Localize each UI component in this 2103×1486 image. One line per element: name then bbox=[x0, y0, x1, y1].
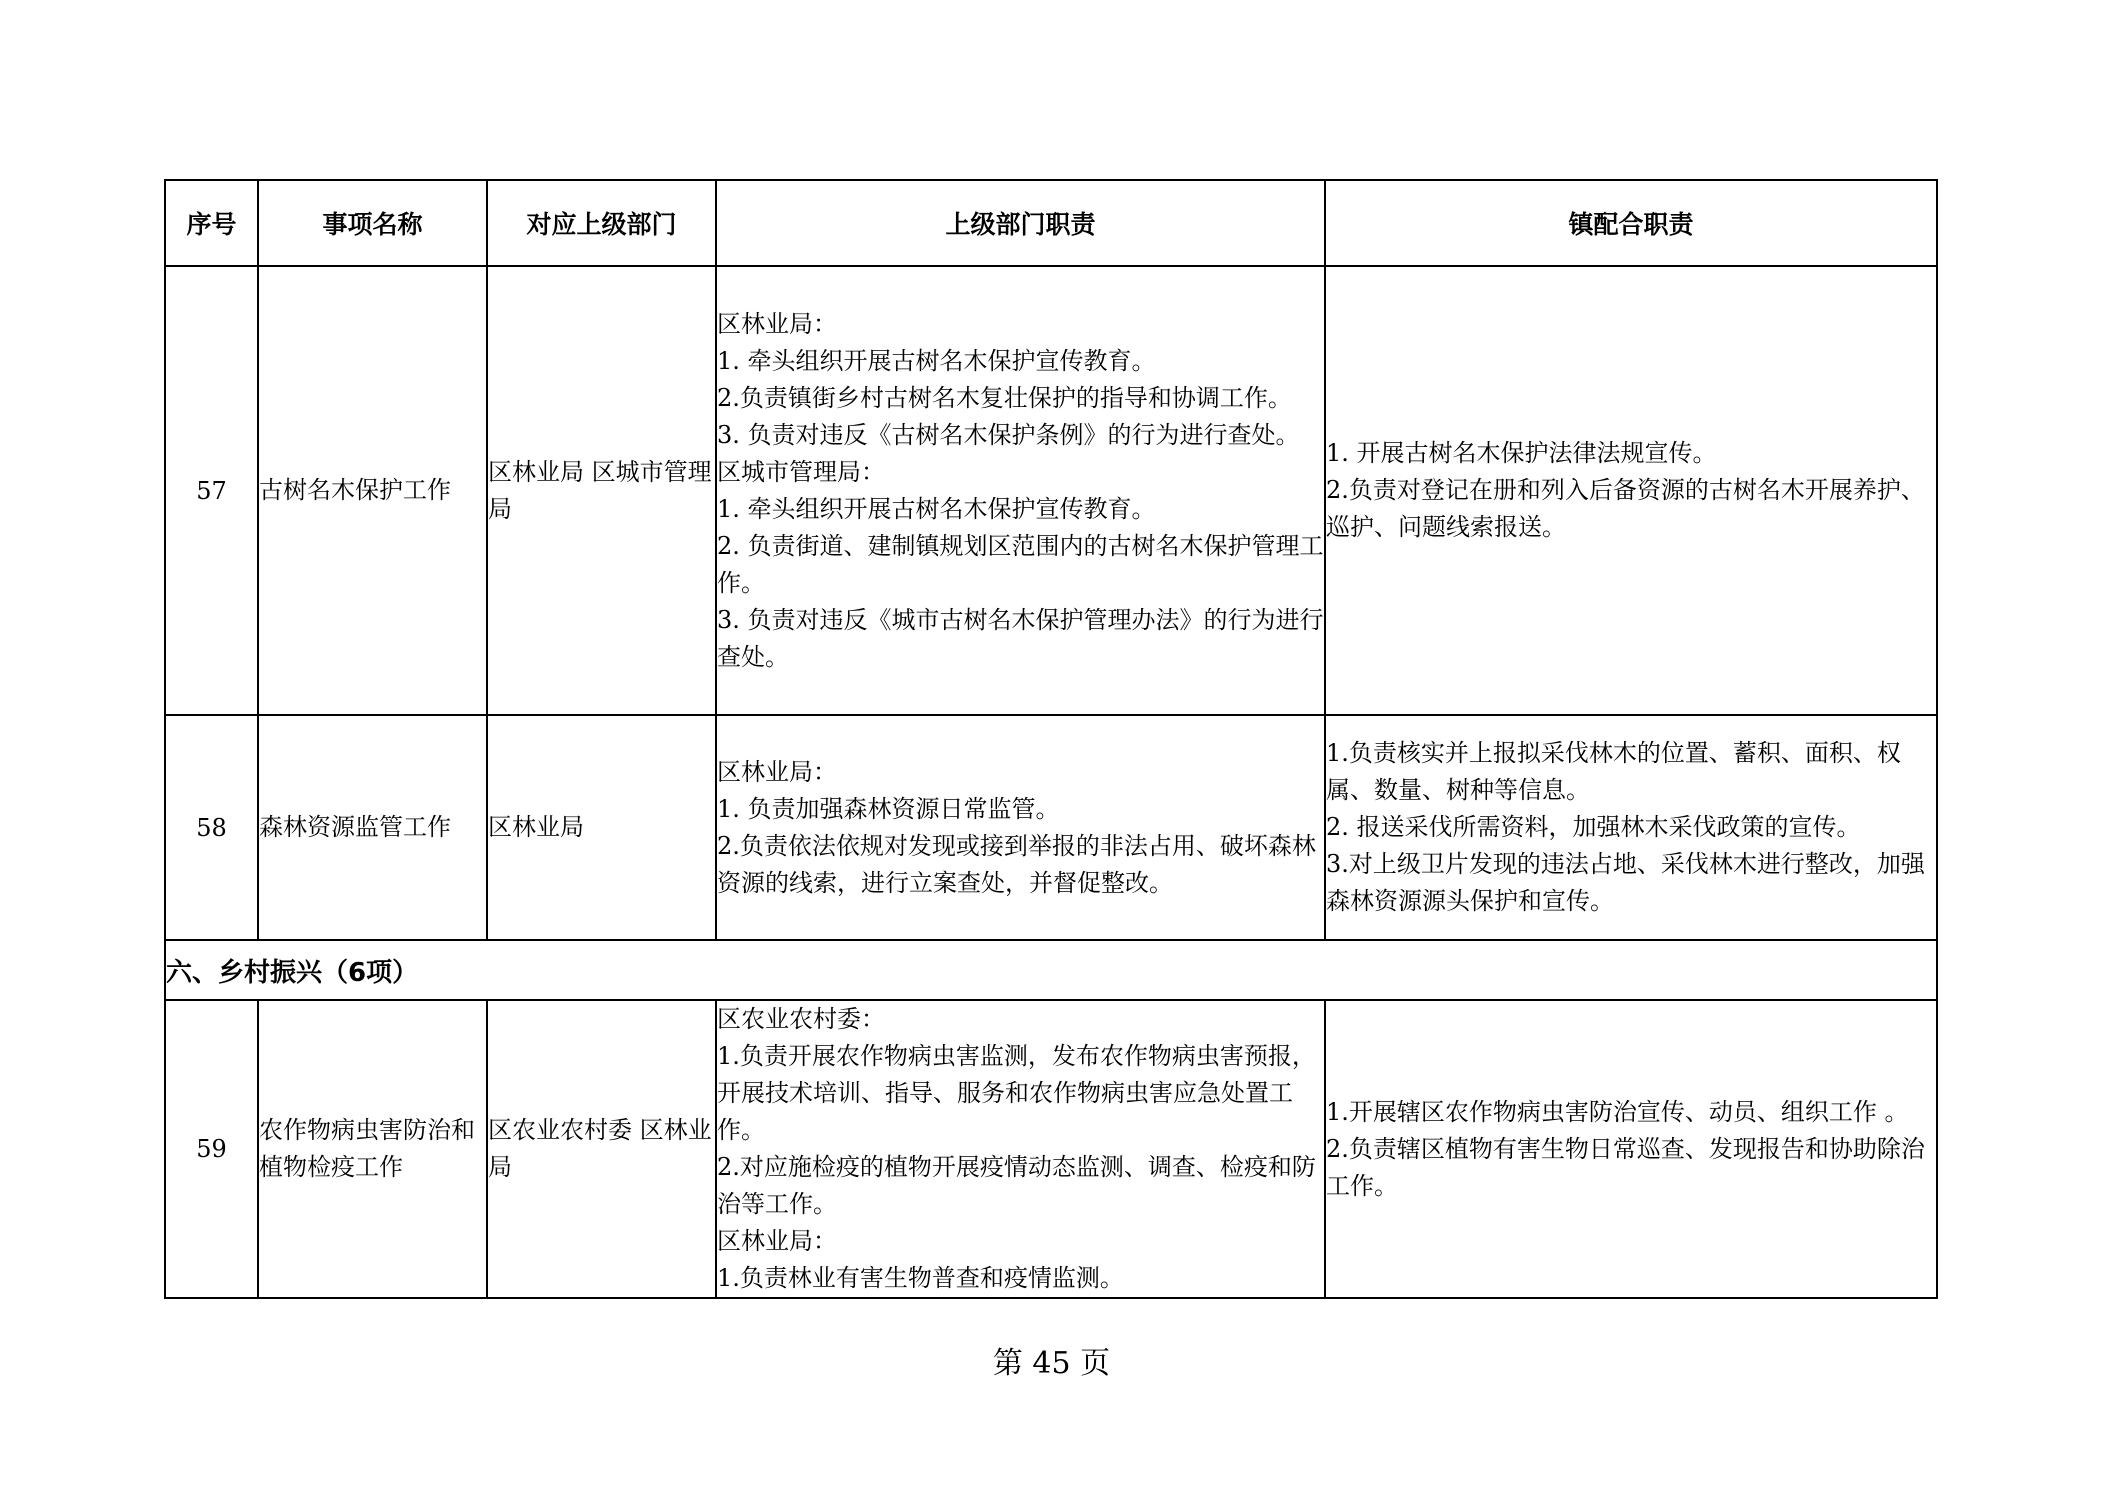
row-town bbox=[1325, 715, 1937, 940]
duty-line: 1. 牵头组织开展古树名木保护宣传教育。 bbox=[717, 346, 1156, 375]
row-town bbox=[1325, 1000, 1937, 1298]
header-duty: 上级部门职责 bbox=[716, 180, 1325, 266]
duty-line: 1. 牵头组织开展古树名木保护宣传教育。 bbox=[717, 494, 1156, 523]
duty-table bbox=[164, 179, 1938, 1299]
town-line: 2.负责对登记在册和列入后备资源的古树名木开展养护、巡护、问题线索报送。 bbox=[1326, 476, 1925, 541]
section-title: 六、乡村振兴（6项） bbox=[165, 940, 1937, 1000]
row-no: 58 bbox=[165, 715, 258, 940]
town-line: 1.开展辖区农作物病虫害防治宣传、动员、组织工作 。 bbox=[1326, 1097, 1909, 1126]
town-line: 2.负责辖区植物有害生物日常巡查、发现报告和协助除治工作。 bbox=[1326, 1134, 1925, 1200]
header-name: 事项名称 bbox=[258, 180, 487, 266]
duty-line: 2.对应施检疫的植物开展疫情动态监测、调查、检疫和防治等工作。 bbox=[717, 1153, 1316, 1218]
town-line: 3.对上级卫片发现的违法占地、采伐林木进行整改，加强森林资源源头保护和宣传。 bbox=[1326, 850, 1925, 915]
table-row bbox=[165, 266, 1937, 715]
row-no: 59 bbox=[165, 1000, 258, 1298]
town-line: 1.负责核实并上报拟采伐林木的位置、蓄积、面积、权属、数量、树种等信息。 bbox=[1326, 739, 1901, 804]
town-line: 2. 报送采伐所需资料，加强林木采伐政策的宣传。 bbox=[1326, 813, 1861, 841]
duty-line: 区林业局： bbox=[717, 1227, 837, 1255]
duty-line: 1.负责开展农作物病虫害监测，发布农作物病虫害预报，开展技术培训、指导、服务和农作物病虫害应急处置工作。 bbox=[717, 1042, 1316, 1144]
header-town: 镇配合职责 bbox=[1325, 180, 1937, 266]
row-name: 农作物病虫害防治和植物检疫工作 bbox=[258, 1000, 487, 1298]
duty-line: 区城市管理局： bbox=[717, 457, 885, 486]
duty-line: 3. 负责对违反《古树名木保护条例》的行为进行查处。 bbox=[717, 420, 1300, 449]
table-row bbox=[165, 715, 1937, 940]
duty-line: 3. 负责对违反《城市古树名木保护管理办法》的行为进行查处。 bbox=[717, 605, 1324, 671]
table-row bbox=[165, 1000, 1937, 1298]
duty-line: 2.负责依法依规对发现或接到举报的非法占用、破坏森林资源的线索，进行立案查处，并督促整改。 bbox=[717, 831, 1316, 897]
row-duty bbox=[716, 715, 1325, 940]
page-number: 第 45 页 bbox=[992, 1346, 1111, 1381]
row-name: 古树名木保护工作 bbox=[258, 266, 487, 715]
section-row bbox=[165, 940, 1937, 1000]
duty-line: 区林业局： bbox=[717, 309, 837, 338]
row-name: 森林资源监管工作 bbox=[258, 715, 487, 940]
duty-line: 2.负责镇街乡村古树名木复壮保护的指导和协调工作。 bbox=[717, 383, 1292, 412]
row-dept: 区农业农村委 区林业局 bbox=[487, 1000, 716, 1298]
header-no: 序号 bbox=[165, 180, 258, 266]
row-duty bbox=[716, 1000, 1325, 1298]
row-dept: 区林业局 bbox=[487, 715, 716, 940]
row-no: 57 bbox=[165, 266, 258, 715]
row-town bbox=[1325, 266, 1937, 715]
duty-line: 1.负责林业有害生物普查和疫情监测。 bbox=[717, 1264, 1124, 1292]
duty-line: 2. 负责街道、建制镇规划区范围内的古树名木保护管理工作。 bbox=[717, 531, 1324, 597]
header-dept: 对应上级部门 bbox=[487, 180, 716, 266]
duty-line: 区林业局： bbox=[717, 757, 837, 786]
row-dept: 区林业局 区城市管理局 bbox=[487, 266, 716, 715]
duty-line: 区农业农村委： bbox=[717, 1005, 885, 1033]
row-duty bbox=[716, 266, 1325, 715]
table-header-row bbox=[165, 180, 1937, 266]
duty-line: 1. 负责加强森林资源日常监管。 bbox=[717, 794, 1060, 823]
town-line: 1. 开展古树名木保护法律法规宣传。 bbox=[1326, 439, 1717, 467]
